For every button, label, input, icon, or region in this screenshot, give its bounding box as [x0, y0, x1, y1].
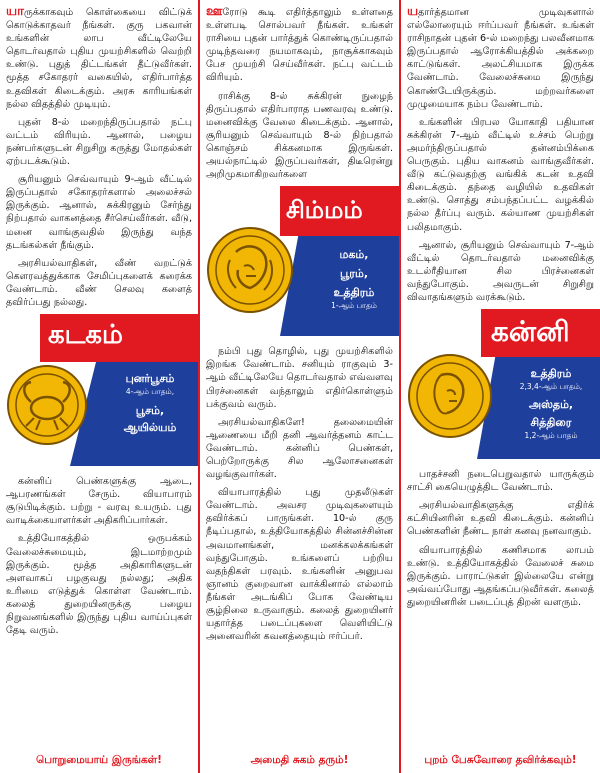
paragraph: நம்பி புது தொழில், புது முயற்சிகளில் இறங்க வேண்டாம். சனியும் ராகுவும் 3-ஆம் வீட்டிலேயே தொடர்வதால் எவ்வளவு பிரச்னைகள் வந்தாலும் எதிர்கொள்ளும் பக்குவம் வரும். [206, 346, 393, 410]
drop-cap: ய [407, 4, 419, 19]
column-simmam [200, 0, 399, 773]
paragraph: அரசியல்வாதிகளே! தலைமையின் ஆணையை மீறி தனி ஆவர்த்தனம் காட்ட வேண்டாம். கன்னிப் பெண்கள், பெற்றோருக்கு சில ஆலோசனைகள் வழங்குவார்கள். [206, 416, 393, 481]
kadagam-stars [104, 372, 196, 434]
paragraph: உங்களின் பிரபல யோகாதி பதியான சுக்கிரன் 7-ஆம் வீட்டில் உச்சம் பெற்று அமர்ந்திருப்பதால் தன்னம்பிக்கை பெருகும். புதிய வாகனம் வாங்குவீர்கள். வீடு கட்டுவதற்கு வங்கிக் கடன் உதவி கிடைக்கும். தந்தை வழியில் உதவிகள் உண்டு. சொத்து சம்பந்தப்பட்ட வழக்கில் நல்ல தீர்ப்பு வரும். கல்யாண முயற்சிகள் பலிதமாகும். [407, 116, 594, 233]
paragraph: யாருக்காகவும் கொள்கையை விட்டுக் கொடுக்காதவர் நீங்கள். குரு பகவான் உங்களின் லாப வீட்டிலேயே தொடர்வதால் புதிய முயற்சிகளில் வெற்றி உண்டு. புதுத் திட்டங்கள் தீட்டுவீர்கள். மூத்த சகோதரர் வகையில், எதிர்பார்த்த உதவிகள் கிடைக்கும். அரசு காரியங்கள் நல்ல விதத்தில் முடியும். [6, 4, 192, 110]
paragraph: பாதச்சனி நடைபெறுவதால் யாருக்கும் சாட்சி கையெழுத்திட வேண்டாம். [407, 469, 594, 494]
star-name: அஸ்தம், [528, 398, 574, 412]
paragraph: யதார்த்தமான முடிவுகளால் எல்லோரையும் ஈர்ப்பவர் நீங்கள். உங்கள் ராசிநாதன் புதன் 6-ல் மறைந்து பலவீனமாக இருப்பதால் ஆரோக்கியத்தில் அக்கறை காட்டுங்கள். அலட்சியமாக இருக்க வேண்டாம். வேலைச்சுமை இருந்து கொண்டேயிருக்கும். மற்றவர்களை முழுமையாக நம்ப வேண்டாம். [407, 4, 594, 110]
paragraph: கன்னிப் பெண்களுக்கு ஆடை, ஆபரணங்கள் சேரும். வியாபாரம் சூடுபிடிக்கும். பற்று - வரவு உயரும். புது வாடிக்கையாளர்கள் அதிகரிப்பார்கள். [6, 476, 192, 527]
star-name: பூரம், [339, 267, 368, 281]
star-name: பூசம், [135, 404, 165, 418]
sign-title: கன்னி [491, 315, 570, 349]
star-name: உத்திரம் [530, 367, 572, 381]
paragraph: ஊரோடு கூடி எதிர்த்தாலும் உள்ளதை உள்ளபடி சொல்பவர் நீங்கள். உங்கள் ராசியை புதன் பார்த்துக் கொண்டிருப்பதால் முடிந்தவரை நயமாகவும், நாசூக்காகவும் பேச முயற்சி செய்வீர்கள். நட்பு வட்டம் விரியும். [206, 4, 393, 84]
star-name: மகம், [339, 248, 369, 262]
paragraph: வியாபாரத்தில் புது முதலீடுகள் வேண்டாம். அவசர முடிவுகளையும் தவிர்க்கப் பாருங்கள். 10-ல் குரு நீடிப்பதால், உத்தியோகத்தில் சின்னச்சின்ன அவமானங்கள், மனக்கலக்கங்கள் வந்துபோகும். உங்களைப் பற்றிய வதந்திகள் பரவும். உங்களின் அனுபவ ஞானம் குறைவான வாக்கினால் எல்லாம் நீங்கள் அடங்கிப் போக வேண்டிய சூழ்நிலை உருவாகும். கலைத் துறையினர் யதார்த்த படைப்புகளை வெளியிட்டு அனைவரின் கவனத்தையும் ஈர்ப்பர். [206, 487, 393, 643]
star-pada: 2,3,4-ஆம் பாதம், [519, 382, 583, 392]
star-name: ஆயில்யம் [123, 421, 177, 435]
kanni-sign-panel [401, 309, 600, 459]
kadagam-sign-panel [0, 314, 198, 466]
simmam-text-top [200, 0, 399, 181]
paragraph: உத்தியோகத்தில் ஒருபக்கம் வேலைச்சுமையும், இடமாற்றமும் இருக்கும். மூத்த அதிகாரிகளுடன் அளவாகப் பழகுவது நல்லது; அதிக உரிமை எடுத்துக் கொள்ள வேண்டாம். கலைத் துறையினருக்கு பழைய நிறுவனங்களில் இருந்து புதிய வாய்ப்புகள் தேடி வரும். [6, 533, 192, 637]
simmam-stars [312, 248, 396, 312]
sign-title: கடகம் [48, 320, 123, 351]
simmam-text-bottom [200, 340, 399, 643]
paragraph: ராசிக்கு 8-ல் சுக்கிரன் நுழைந் திருப்பதால் எதிர்பாராத பணவரவு உண்டு. மனைவிக்கு வேலை கிடைக்கும். ஆனால், சூரியனும் செவ்வாயும் 8-ல் நிற்பதால் கொஞ்சம் சிக்கனமாக இருங்கள். அயல்நாட்டில் இருப்பவர்கள், திடீரென்று அறிமுகமாகிறவர்களை [206, 90, 393, 181]
column-kanni [401, 0, 600, 773]
kadagam-text-top [0, 0, 198, 309]
star-name: புனர்பூசம் [125, 372, 175, 386]
paragraph: அரசியல்வாதிகள், வீண் வறட்டுக் கௌரவத்துக்காக சேமிப்புகளைக் கரைக்க வேண்டாம். வீண் செலவு களைத் தவிர்ப்பது நல்லது. [6, 257, 192, 308]
star-pada: 1-ஆம் பாதம் [331, 301, 377, 311]
column-kadagam [0, 0, 198, 773]
crab-emblem-icon [6, 364, 88, 446]
kanni-text-top [401, 0, 600, 304]
drop-cap: யா [6, 4, 24, 19]
paragraph: வியாபாரத்தில் கணிசமாக லாபம் உண்டு. உத்தியோகத்தில் வேலைச் சுமை இருக்கும். பாராட்டுகள் இல்லையே என்று அவ்வப்போது ஆதங்கப்படுவீர்கள். கலைத் துறையினரின் படைப்புத் திறன் வளரும். [407, 544, 594, 608]
paragraph: புதன் 8-ல் மறைந்திருப்பதால் நட்பு வட்டம் விரியும். ஆனால், பழைய நண்பர்களுடன் சிறுசிறு கருத்து மோதல்கள் ஏற்படக்கூடும். [6, 116, 192, 168]
paragraph: ஆனால், சூரியனும் செவ்வாயும் 7-ஆம் வீட்டில் தொடர்வதால் மனைவிக்கு உடல்ரீதியான சில பிரச்னைகள் வந்துபோகும். அவருடன் சிறுசிறு விவாதங்களும் வரக்கூடும். [407, 239, 594, 303]
kanni-footer: புறம் பேசுவோரை தவிர்க்கவும்! [424, 754, 577, 766]
simmam-sign-panel [200, 186, 399, 336]
simmam-footer: அமைதி சுகம் தரும்! [250, 754, 349, 766]
kadagam-text-bottom [0, 470, 198, 637]
star-name: உத்திரம் [333, 286, 375, 300]
paragraph: அரசியல்வாதிகளுக்கு எதிர்க் கட்சியினரின் உதவி கிடைக்கும். கன்னிப் பெண்களின் நீண்ட நாள் கனவு நனவாகும். [407, 500, 594, 538]
kanni-stars [505, 367, 597, 442]
kanni-text-bottom [401, 463, 600, 609]
star-name: சித்திரை [530, 416, 572, 430]
star-pada: 1,2-ஆம் பாதம் [524, 431, 578, 441]
paragraph: சூரியனும் செவ்வாயும் 9-ஆம் வீட்டில் இருப்பதால் சகோதரர்களால் அலைச்சல் இருக்கும். ஆனால், சுக்கிரனும் சேர்ந்து நிற்பதால் வாகனத்தை சீர்செய்வீர்கள். வீடு, மனை வாங்குவதில் இருந்து வந்த தடங்கல்கள் நீங்கும். [6, 174, 192, 251]
drop-cap: ஊ [206, 4, 223, 19]
star-pada: 4-ஆம் பாதம், [125, 387, 175, 397]
virgo-emblem-icon [407, 353, 493, 439]
kadagam-footer: பொறுமையாய் இருங்கள்! [36, 754, 162, 766]
sign-title: சிம்மம் [286, 196, 363, 225]
lion-emblem-icon [206, 226, 294, 314]
